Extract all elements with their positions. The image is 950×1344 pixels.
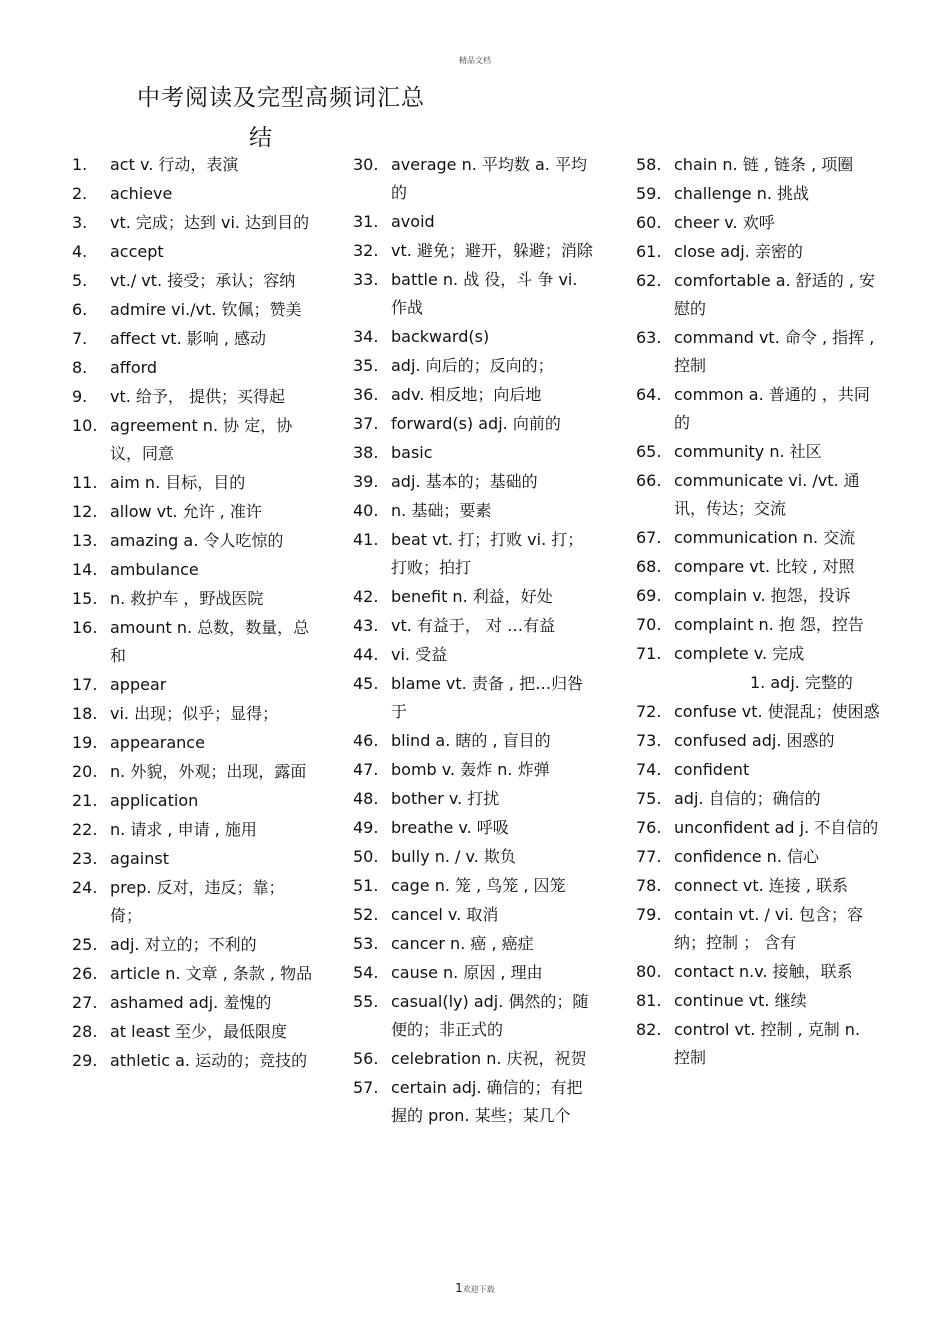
entry-number: 3. xyxy=(72,213,88,232)
entry-number: 57. xyxy=(353,1078,379,1097)
vocab-entry xyxy=(353,208,598,236)
vocab-entry xyxy=(353,266,598,322)
entry-number: 20. xyxy=(72,762,98,781)
entry-number: 31. xyxy=(353,212,379,231)
vocab-entry xyxy=(353,612,598,640)
vocab-entry xyxy=(72,354,316,382)
entry-text: vt. 给予， 提供；买得起 xyxy=(110,387,286,406)
entry-text: complain v. 抱怨，投诉 xyxy=(674,586,851,605)
entry-text: vt. 完成；达到 vi. 达到目的 xyxy=(110,213,310,232)
vocab-entry xyxy=(636,438,881,466)
entry-text: average n. 平均数 a. 平均的 xyxy=(391,155,587,202)
entry-text: affect vt. 影响 , 感动 xyxy=(110,329,267,348)
title-line-1: 中考阅读及完型高频词汇总 xyxy=(137,85,425,111)
entry-number: 15. xyxy=(72,589,98,608)
entry-text: contact n.v. 接触，联系 xyxy=(674,962,853,981)
entry-number: 53. xyxy=(353,934,379,953)
entry-number: 16. xyxy=(72,618,98,637)
entry-number: 63. xyxy=(636,328,662,347)
entry-number: 33. xyxy=(353,270,379,289)
entry-number: 49. xyxy=(353,818,379,837)
entry-text: vi. 出现；似乎；显得； xyxy=(110,704,279,723)
entry-text: bully n. / v. 欺负 xyxy=(391,847,516,866)
vocab-entry xyxy=(353,323,598,351)
entry-number: 14. xyxy=(72,560,98,579)
entry-text: cheer v. 欢呼 xyxy=(674,213,775,232)
entry-text: benefit n. 利益，好处 xyxy=(391,587,553,606)
entry-number: 55. xyxy=(353,992,379,1011)
entry-number: 72. xyxy=(636,702,662,721)
vocab-entry xyxy=(72,874,316,930)
entry-number: 1. xyxy=(72,155,88,174)
entry-text: appear xyxy=(110,675,167,694)
entry-number: 26. xyxy=(72,964,98,983)
entry-number: 65. xyxy=(636,442,662,461)
entry-text: cancel v. 取消 xyxy=(391,905,499,924)
entry-text: n. 救护车 ，野战医院 xyxy=(110,589,264,608)
vocab-entry xyxy=(353,410,598,438)
entry-number: 10. xyxy=(72,416,98,435)
entry-number: 42. xyxy=(353,587,379,606)
entry-text: admire vi./vt. 钦佩；赞美 xyxy=(110,300,302,319)
vocab-entry xyxy=(636,180,881,208)
vocab-entry xyxy=(636,1016,881,1072)
vocab-entry xyxy=(353,151,598,207)
entry-number: 21. xyxy=(72,791,98,810)
entry-number: 56. xyxy=(353,1049,379,1068)
entry-number: 9. xyxy=(72,387,88,406)
entry-number: 70. xyxy=(636,615,662,634)
entry-text: contain vt. / vi. 包含；容纳；控制 ； 含有 xyxy=(674,905,863,952)
entry-text: confidence n. 信心 xyxy=(674,847,819,866)
entry-number: 11. xyxy=(72,473,98,492)
entry-text: confused adj. 困惑的 xyxy=(674,731,835,750)
entry-text: communication n. 交流 xyxy=(674,528,856,547)
vocab-entry xyxy=(636,958,881,986)
vocab-entry xyxy=(636,467,881,523)
entry-number: 19. xyxy=(72,733,98,752)
entry-text: continue vt. 继续 xyxy=(674,991,807,1010)
vocab-entry xyxy=(353,843,598,871)
entry-number: 18. xyxy=(72,704,98,723)
vocab-entry xyxy=(353,381,598,409)
vocab-entry xyxy=(72,412,316,468)
entry-text: vt. 避免；避开，躲避；消除 xyxy=(391,241,593,260)
entry-number: 58. xyxy=(636,155,662,174)
vocab-entry xyxy=(72,1018,316,1046)
vocab-entry xyxy=(636,843,881,871)
vocab-entry xyxy=(636,209,881,237)
entry-number: 73. xyxy=(636,731,662,750)
vocab-entry xyxy=(636,267,881,323)
vocab-entry xyxy=(72,325,316,353)
entry-number: 46. xyxy=(353,731,379,750)
entry-number: 5. xyxy=(72,271,88,290)
vocab-entry xyxy=(72,989,316,1017)
footer-text: 欢迎下载 xyxy=(462,1285,495,1294)
entry-number: 62. xyxy=(636,271,662,290)
entry-number: 59. xyxy=(636,184,662,203)
entry-number: 23. xyxy=(72,849,98,868)
vocab-entry xyxy=(636,785,881,813)
vocab-entry xyxy=(636,611,881,639)
vocab-entry xyxy=(353,1074,598,1130)
entry-number: 66. xyxy=(636,471,662,490)
entry-text: comfortable a. 舒适的 , 安慰的 xyxy=(674,271,876,318)
entry-number: 7. xyxy=(72,329,88,348)
vocab-entry xyxy=(636,698,881,726)
entry-number: 35. xyxy=(353,356,379,375)
entry-text: n. 请求 , 申请 , 施用 xyxy=(110,820,257,839)
entry-number: 40. xyxy=(353,501,379,520)
entry-text: confident xyxy=(674,760,750,779)
entry-text: article n. 文章 , 条款 , 物品 xyxy=(110,964,313,983)
vocab-entry xyxy=(353,988,598,1044)
entry-text: chain n. 链 , 链条 , 项圈 xyxy=(674,155,854,174)
vocab-entry xyxy=(636,814,881,842)
entry-text: appearance xyxy=(110,733,205,752)
entry-number: 22. xyxy=(72,820,98,839)
entry-text: compare vt. 比较 , 对照 xyxy=(674,557,855,576)
entry-text: control vt. 控制 , 克制 n. 控制 xyxy=(674,1020,861,1067)
entry-number: 81. xyxy=(636,991,662,1010)
entry-text: afford xyxy=(110,358,158,377)
vocab-entry xyxy=(72,700,316,728)
entry-number: 6. xyxy=(72,300,88,319)
vocab-entry xyxy=(353,901,598,929)
entry-number xyxy=(636,669,674,697)
entry-text: challenge n. 挑战 xyxy=(674,184,810,203)
vocab-entry xyxy=(72,527,316,555)
vocab-entry xyxy=(353,583,598,611)
entry-number: 45. xyxy=(353,674,379,693)
vocab-entry xyxy=(353,930,598,958)
vocab-column-1 xyxy=(72,151,316,1076)
vocab-entry xyxy=(353,237,598,265)
entry-number: 38. xyxy=(353,443,379,462)
entry-number: 47. xyxy=(353,760,379,779)
vocab-entry xyxy=(636,324,881,380)
vocab-entry xyxy=(72,469,316,497)
entry-text: casual(ly) adj. 偶然的；随便的；非正式的 xyxy=(391,992,589,1039)
vocab-entry xyxy=(72,671,316,699)
entry-text: community n. 社区 xyxy=(674,442,822,461)
vocab-entry xyxy=(72,238,316,266)
entry-text: unconfident ad j. 不自信的 xyxy=(674,818,879,837)
entry-number: 4. xyxy=(72,242,88,261)
vocab-entry xyxy=(72,498,316,526)
entry-text: forward(s) adj. 向前的 xyxy=(391,414,561,433)
vocab-entry xyxy=(72,556,316,584)
entry-text: at least 至少，最低限度 xyxy=(110,1022,287,1041)
entry-number: 68. xyxy=(636,557,662,576)
vocab-entry xyxy=(353,641,598,669)
entry-text: bother v. 打扰 xyxy=(391,789,500,808)
entry-text: backward(s) xyxy=(391,327,490,346)
vocab-entry xyxy=(72,267,316,295)
entry-text: common a. 普通的 ，共同的 xyxy=(674,385,870,432)
vocab-entry xyxy=(636,151,881,179)
vocab-entry xyxy=(636,381,881,437)
entry-number: 17. xyxy=(72,675,98,694)
entry-number: 76. xyxy=(636,818,662,837)
vocab-entry xyxy=(72,787,316,815)
vocab-entry xyxy=(353,872,598,900)
entry-number: 48. xyxy=(353,789,379,808)
entry-text: allow vt. 允许 , 准许 xyxy=(110,502,262,521)
vocab-entry xyxy=(353,959,598,987)
entry-text: complete v. 完成 xyxy=(674,644,805,663)
entry-number: 60. xyxy=(636,213,662,232)
entry-number: 79. xyxy=(636,905,662,924)
vocab-entry xyxy=(636,553,881,581)
vocab-entry xyxy=(72,816,316,844)
entry-number: 36. xyxy=(353,385,379,404)
entry-number: 52. xyxy=(353,905,379,924)
entry-number: 74. xyxy=(636,760,662,779)
entry-number: 2. xyxy=(72,184,88,203)
entry-number: 77. xyxy=(636,847,662,866)
page-footer xyxy=(0,1281,950,1295)
entry-text: adj. 向后的；反向的； xyxy=(391,356,554,375)
entry-number: 80. xyxy=(636,962,662,981)
entry-text: ashamed adj. 羞愧的 xyxy=(110,993,272,1012)
entry-text: close adj. 亲密的 xyxy=(674,242,803,261)
title-line-2: 结 xyxy=(249,125,273,151)
entry-text: cancer n. 癌 , 癌症 xyxy=(391,934,534,953)
vocab-entry xyxy=(636,669,881,697)
vocab-entry xyxy=(72,209,316,237)
vocab-entry xyxy=(353,1045,598,1073)
entry-number: 71. xyxy=(636,644,662,663)
entry-text: athletic a. 运动的；竞技的 xyxy=(110,1051,308,1070)
entry-number: 78. xyxy=(636,876,662,895)
entry-text: bomb v. 轰炸 n. 炸弹 xyxy=(391,760,550,779)
vocab-entry xyxy=(353,670,598,726)
entry-text: celebration n. 庆祝，祝贺 xyxy=(391,1049,587,1068)
vocab-column-2 xyxy=(353,151,598,1131)
entry-text: certain adj. 确信的；有把握的 pron. 某些；某几个 xyxy=(391,1078,583,1125)
vocab-entry xyxy=(72,960,316,988)
vocab-entry xyxy=(353,497,598,525)
entry-number: 51. xyxy=(353,876,379,895)
entry-number: 25. xyxy=(72,935,98,954)
vocab-entry xyxy=(353,439,598,467)
entry-text: connect vt. 连接 , 联系 xyxy=(674,876,849,895)
entry-text: vt. 有益于， 对 …有益 xyxy=(391,616,556,635)
entry-text: cause n. 原因 , 理由 xyxy=(391,963,543,982)
entry-text: breathe v. 呼吸 xyxy=(391,818,509,837)
entry-number: 32. xyxy=(353,241,379,260)
entry-number: 44. xyxy=(353,645,379,664)
page-title xyxy=(137,78,437,158)
entry-text: amazing a. 令人吃惊的 xyxy=(110,531,284,550)
entry-text: adj. 自信的；确信的 xyxy=(674,789,821,808)
entry-text: against xyxy=(110,849,169,868)
entry-number: 43. xyxy=(353,616,379,635)
entry-number: 64. xyxy=(636,385,662,404)
entry-text: battle n. 战 役，斗 争 vi. 作战 xyxy=(391,270,578,317)
entry-text: vi. 受益 xyxy=(391,645,448,664)
entry-text: accept xyxy=(110,242,164,261)
vocab-entry xyxy=(636,872,881,900)
vocab-entry xyxy=(353,814,598,842)
entry-text: adv. 相反地；向后地 xyxy=(391,385,542,404)
entry-number: 50. xyxy=(353,847,379,866)
vocab-entry xyxy=(636,727,881,755)
entry-text: achieve xyxy=(110,184,173,203)
page-number: 1 xyxy=(455,1281,463,1295)
entry-text: n. 基础；要素 xyxy=(391,501,492,520)
entry-text: amount n. 总数，数量，总和 xyxy=(110,618,310,665)
entry-number: 28. xyxy=(72,1022,98,1041)
vocab-entry xyxy=(72,931,316,959)
entry-text: communicate vi. /vt. 通讯，传达；交流 xyxy=(674,471,860,518)
entry-number: 8. xyxy=(72,358,88,377)
entry-text: n. 外貌，外观；出现，露面 xyxy=(110,762,307,781)
vocab-entry xyxy=(636,756,881,784)
entry-number: 12. xyxy=(72,502,98,521)
vocab-entry xyxy=(353,526,598,582)
vocab-entry xyxy=(72,151,316,179)
vocab-entry xyxy=(353,468,598,496)
vocab-entry xyxy=(72,729,316,757)
entry-number: 30. xyxy=(353,155,379,174)
vocab-entry xyxy=(72,845,316,873)
vocab-entry xyxy=(353,756,598,784)
entry-number: 24. xyxy=(72,878,98,897)
entry-text: avoid xyxy=(391,212,435,231)
entry-text: vt./ vt. 接受；承认；容纳 xyxy=(110,271,296,290)
entry-text: basic xyxy=(391,443,433,462)
entry-number: 13. xyxy=(72,531,98,550)
vocab-entry xyxy=(72,180,316,208)
vocab-entry xyxy=(636,582,881,610)
entry-text: aim n. 目标，目的 xyxy=(110,473,246,492)
vocab-entry xyxy=(636,987,881,1015)
entry-text: blame vt. 责备 , 把…归咎于 xyxy=(391,674,584,721)
vocab-entry xyxy=(636,640,881,668)
entry-text: command vt. 命令 , 指挥 , 控制 xyxy=(674,328,875,375)
entry-number: 29. xyxy=(72,1051,98,1070)
entry-number: 54. xyxy=(353,963,379,982)
entry-text: complaint n. 抱 怨，控告 xyxy=(674,615,864,634)
entry-text: cage n. 笼 , 鸟笼 , 囚笼 xyxy=(391,876,566,895)
entry-text: ambulance xyxy=(110,560,199,579)
vocab-entry xyxy=(353,352,598,380)
entry-text: prep. 反对，违反；靠；倚； xyxy=(110,878,285,925)
entry-number: 37. xyxy=(353,414,379,433)
entry-number: 82. xyxy=(636,1020,662,1039)
vocab-entry xyxy=(636,238,881,266)
vocab-entry xyxy=(72,296,316,324)
vocab-entry xyxy=(72,1047,316,1075)
vocab-entry xyxy=(72,585,316,613)
vocab-entry xyxy=(72,383,316,411)
entry-text: 1. adj. 完整的 xyxy=(750,673,853,692)
entry-number: 39. xyxy=(353,472,379,491)
entry-number: 69. xyxy=(636,586,662,605)
entry-number: 41. xyxy=(353,530,379,549)
entry-number: 34. xyxy=(353,327,379,346)
vocab-entry xyxy=(636,524,881,552)
entry-number: 75. xyxy=(636,789,662,808)
header-note: 精品文档 xyxy=(459,56,491,65)
vocab-entry xyxy=(72,614,316,670)
entry-number: 67. xyxy=(636,528,662,547)
entry-number: 27. xyxy=(72,993,98,1012)
vocab-entry xyxy=(72,758,316,786)
entry-text: beat vt. 打；打败 vi. 打；打败；拍打 xyxy=(391,530,584,577)
entry-text: adj. 对立的；不利的 xyxy=(110,935,257,954)
entry-text: blind a. 瞎的 , 盲目的 xyxy=(391,731,551,750)
entry-text: agreement n. 协 定，协议，同意 xyxy=(110,416,293,463)
entry-text: application xyxy=(110,791,199,810)
vocab-entry xyxy=(353,785,598,813)
vocab-entry xyxy=(636,901,881,957)
vocab-column-3 xyxy=(636,151,881,1073)
entry-text: act v. 行动，表演 xyxy=(110,155,239,174)
entry-text: confuse vt. 使混乱；使困惑 xyxy=(674,702,880,721)
vocab-entry xyxy=(353,727,598,755)
entry-number: 61. xyxy=(636,242,662,261)
entry-text: adj. 基本的；基础的 xyxy=(391,472,538,491)
